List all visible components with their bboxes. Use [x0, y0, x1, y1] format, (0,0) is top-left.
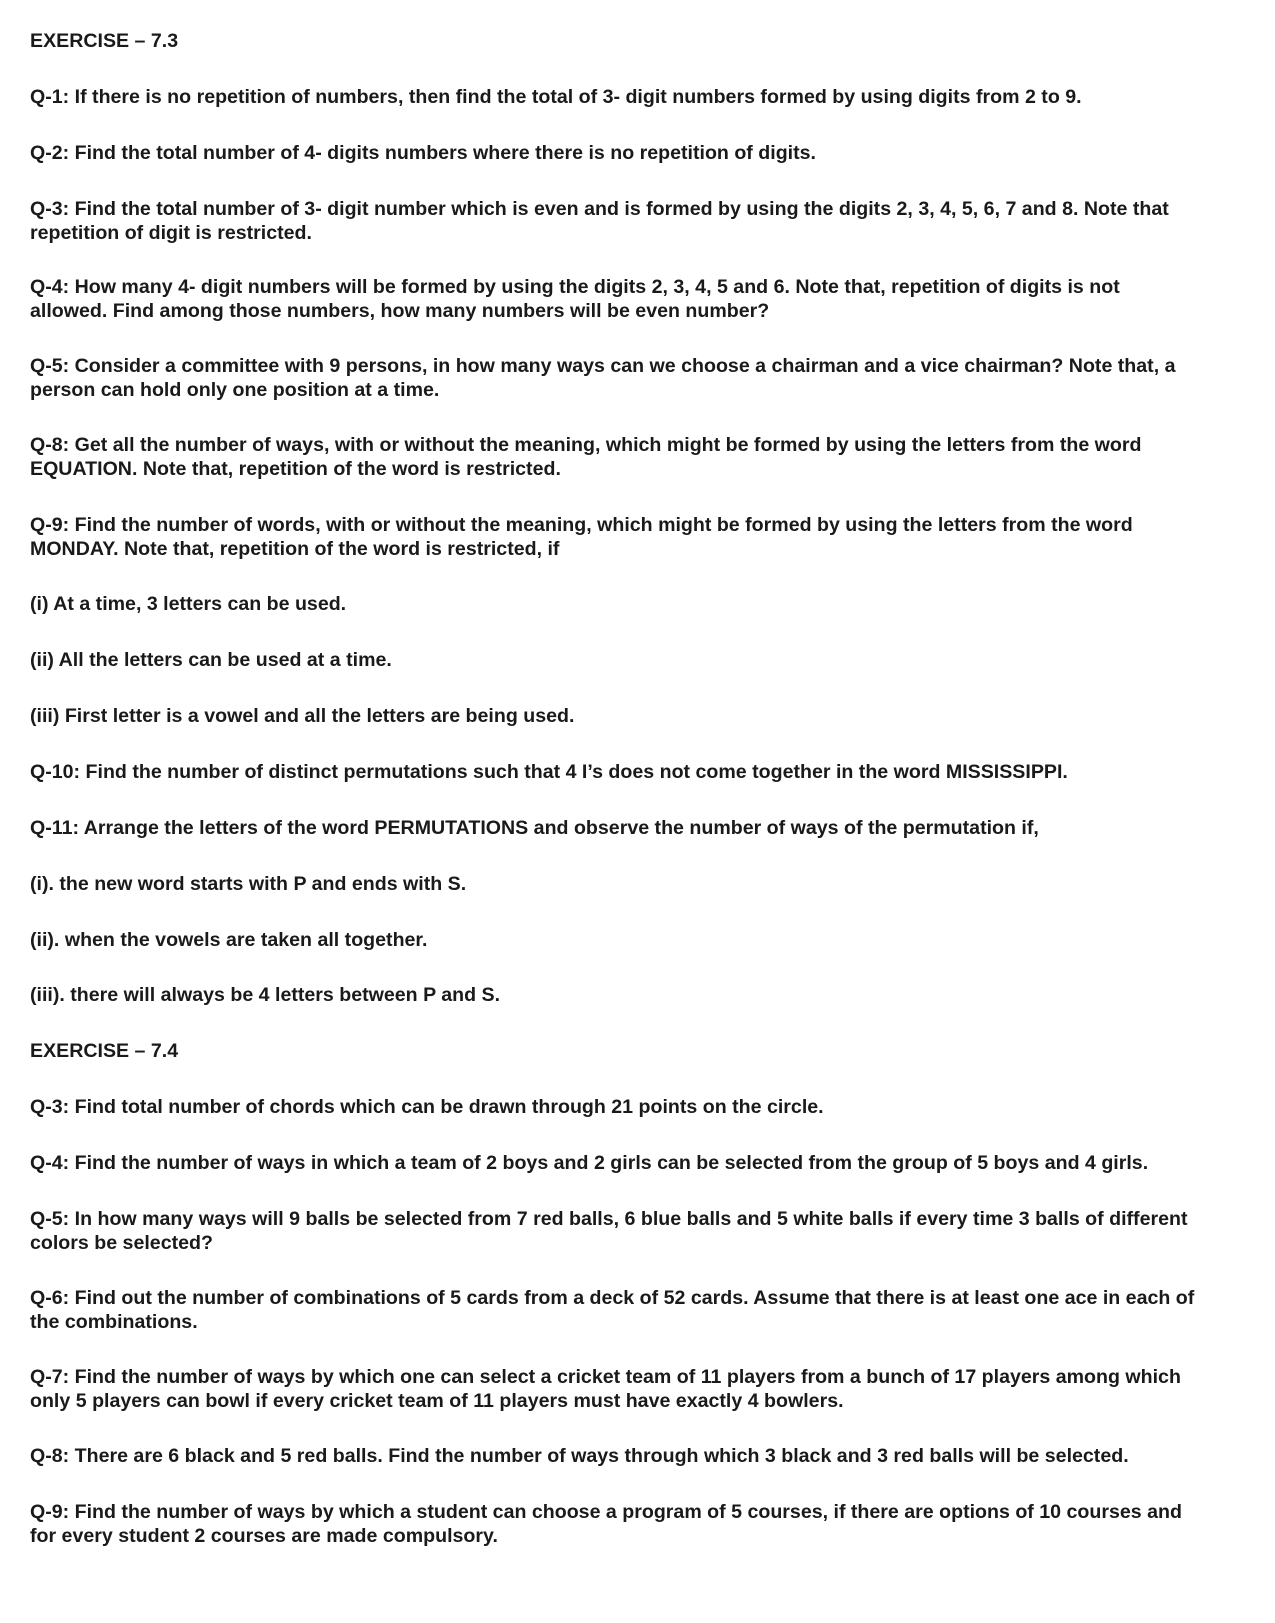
ex73-question-9-part-ii: (ii) All the letters can be used at a time. — [30, 649, 392, 671]
ex74-question-6-line-2: the combinations. — [30, 1311, 198, 1333]
ex73-question-5 — [30, 354, 1270, 402]
ex74-question-4: Q-4: Find the number of ways in which a team of 2 boys and 2 girls can be selected from the group of 5 boys and 4 girls. — [30, 1152, 1149, 1174]
ex74-question-9 — [30, 1500, 1270, 1548]
ex74-question-5-line-2: colors be selected? — [30, 1232, 213, 1254]
ex74-question-7 — [30, 1365, 1270, 1413]
ex73-question-2: Q-2: Find the total number of 4- digits numbers where there is no repetition of digits. — [30, 142, 816, 164]
ex73-question-9-line-1: Q-9: Find the number of words, with or without the meaning, which might be formed by using the letters from the word — [30, 514, 1133, 536]
ex73-question-9-part-i: (i) At a time, 3 letters can be used. — [30, 593, 347, 615]
ex73-question-8-line-2: EQUATION. Note that, repetition of the word is restricted. — [30, 458, 561, 480]
ex73-question-10: Q-10: Find the number of distinct permutations such that 4 I’s does not come together in the word MISSISSIPPI. — [30, 761, 1068, 783]
exercise-7-3-heading: EXERCISE – 7.3 — [30, 30, 179, 52]
ex74-question-5 — [30, 1207, 1270, 1255]
ex74-question-6 — [30, 1286, 1270, 1334]
ex73-question-5-line-1: Q-5: Consider a committee with 9 persons, in how many ways can we choose a chairman and a vice chairman? Note that, a — [30, 355, 1176, 377]
ex73-question-11: Q-11: Arrange the letters of the word PERMUTATIONS and observe the number of ways of the permutation if, — [30, 817, 1039, 839]
ex74-question-8: Q-8: There are 6 black and 5 red balls. Find the number of ways through which 3 black and 3 red balls will be selected. — [30, 1445, 1129, 1467]
ex73-question-3-line-2: repetition of digit is restricted. — [30, 222, 312, 244]
ex73-question-3-line-1: Q-3: Find the total number of 3- digit number which is even and is formed by using the digits 2, 3, 4, 5, 6, 7 and 8. Note that — [30, 198, 1169, 220]
ex74-question-6-line-1: Q-6: Find out the number of combinations of 5 cards from a deck of 52 cards. Assume that there is at least one ace in each of — [30, 1287, 1195, 1309]
ex74-question-5-line-1: Q-5: In how many ways will 9 balls be selected from 7 red balls, 6 blue balls and 5 white balls if every time 3 balls of different — [30, 1208, 1188, 1230]
ex73-question-11-part-i: (i). the new word starts with P and ends with S. — [30, 873, 467, 895]
ex73-question-5-line-2: person can hold only one position at a time. — [30, 379, 440, 401]
ex73-question-9 — [30, 513, 1270, 561]
ex74-question-9-line-2: for every student 2 courses are made compulsory. — [30, 1525, 498, 1547]
ex73-question-9-line-2: MONDAY. Note that, repetition of the word is restricted, if — [30, 538, 560, 560]
ex73-question-8 — [30, 433, 1270, 481]
ex73-question-3 — [30, 197, 1270, 245]
ex73-question-9-part-iii: (iii) First letter is a vowel and all the letters are being used. — [30, 705, 575, 727]
ex74-question-3: Q-3: Find total number of chords which can be drawn through 21 points on the circle. — [30, 1096, 824, 1118]
exercise-7-4-heading: EXERCISE – 7.4 — [30, 1040, 179, 1062]
ex74-question-7-line-2: only 5 players can bowl if every cricket team of 11 players must have exactly 4 bowlers. — [30, 1390, 844, 1412]
ex73-question-11-part-iii: (iii). there will always be 4 letters between P and S. — [30, 984, 501, 1006]
ex74-question-7-line-1: Q-7: Find the number of ways by which one can select a cricket team of 11 players from a bunch of 17 players among which — [30, 1366, 1181, 1388]
ex73-question-4-line-2: allowed. Find among those numbers, how many numbers will be even number? — [30, 300, 770, 322]
ex73-question-4-line-1: Q-4: How many 4- digit numbers will be formed by using the digits 2, 3, 4, 5 and 6. Note that, repetition of digits is not — [30, 276, 1120, 298]
ex73-question-1: Q-1: If there is no repetition of numbers, then find the total of 3- digit numbers formed by using digits from 2 to 9. — [30, 86, 1082, 108]
ex73-question-4 — [30, 275, 1270, 323]
ex73-question-8-line-1: Q-8: Get all the number of ways, with or without the meaning, which might be formed by using the letters from the word — [30, 434, 1142, 456]
ex73-question-11-part-ii: (ii). when the vowels are taken all together. — [30, 929, 428, 951]
ex74-question-9-line-1: Q-9: Find the number of ways by which a student can choose a program of 5 courses, if there are options of 10 courses and — [30, 1501, 1182, 1523]
